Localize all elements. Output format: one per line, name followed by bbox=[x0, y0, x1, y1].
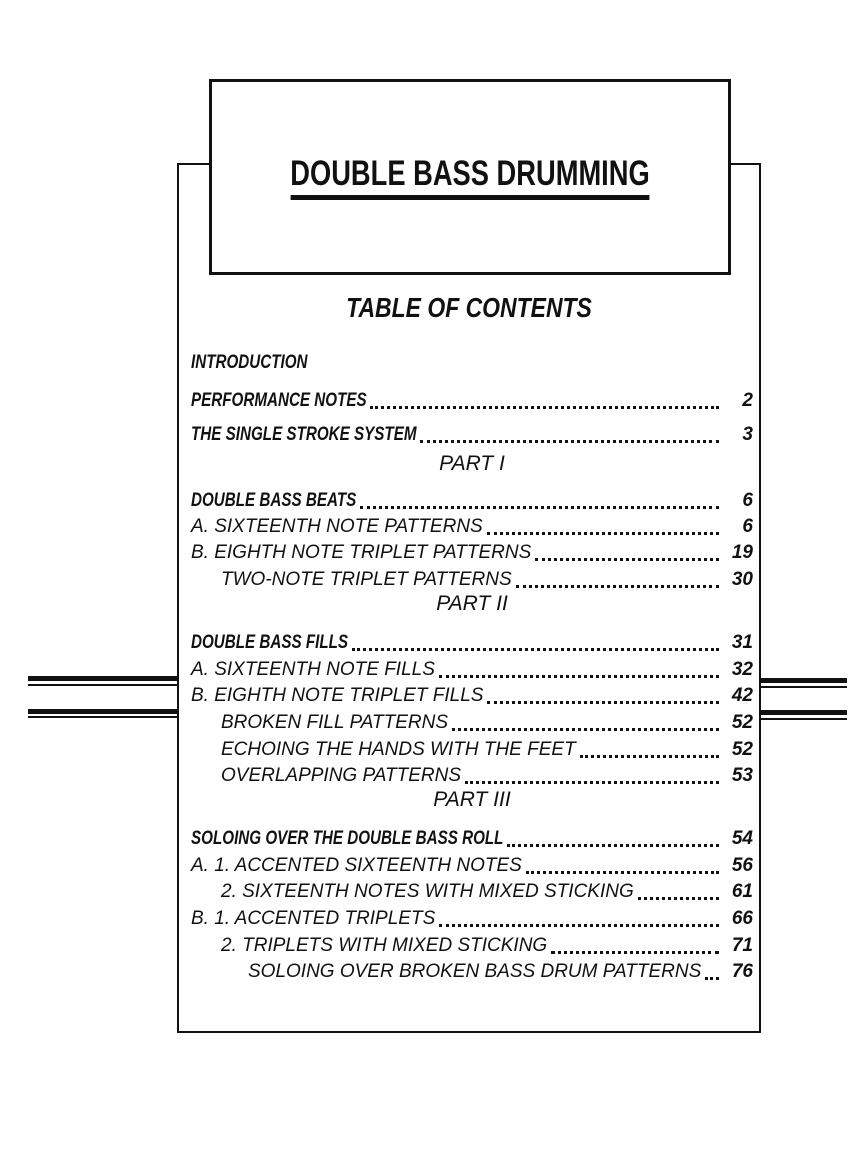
page-number: 56 bbox=[731, 855, 753, 876]
toc-entry[interactable] bbox=[191, 655, 753, 681]
toc-entry-title: 2. TRIPLETS WITH MIXED STICKING bbox=[221, 935, 548, 956]
page-number: 30 bbox=[731, 569, 753, 590]
toc-entry[interactable] bbox=[191, 931, 753, 957]
page-number: 61 bbox=[731, 881, 753, 902]
toc-entry-title: A. SIXTEENTH NOTE FILLS bbox=[191, 659, 435, 680]
dot-leader bbox=[352, 647, 719, 651]
dot-leader bbox=[452, 727, 719, 731]
right-bar-bottom-thick bbox=[761, 710, 847, 715]
toc-entry[interactable] bbox=[191, 565, 753, 591]
toc-entry[interactable] bbox=[191, 851, 753, 877]
toc-entry[interactable] bbox=[191, 681, 753, 707]
toc-heading: TABLE OF CONTENTS bbox=[346, 292, 592, 323]
toc-entry[interactable] bbox=[191, 348, 753, 374]
page-number: 66 bbox=[731, 908, 753, 929]
page-number: 76 bbox=[731, 961, 753, 982]
dot-leader bbox=[551, 950, 719, 954]
page-number: 53 bbox=[731, 765, 753, 786]
book-title: DOUBLE BASS DRUMMING bbox=[269, 154, 671, 200]
title-box bbox=[209, 79, 731, 275]
dot-leader bbox=[507, 843, 719, 847]
toc-entry-title: B. EIGHTH NOTE TRIPLET PATTERNS bbox=[191, 542, 532, 563]
page-number: 71 bbox=[731, 935, 753, 956]
part-heading: PART III bbox=[433, 788, 511, 811]
page-number: 6 bbox=[742, 516, 753, 537]
dot-leader bbox=[370, 405, 719, 409]
part-heading: PART I bbox=[439, 452, 505, 475]
right-bar-bottom-thin bbox=[761, 718, 847, 720]
page-number: 32 bbox=[731, 659, 753, 680]
page-number: 52 bbox=[731, 739, 753, 760]
dot-leader bbox=[516, 584, 719, 588]
toc-entry-title: BROKEN FILL PATTERNS bbox=[221, 712, 448, 733]
toc-entry[interactable] bbox=[191, 824, 753, 850]
dot-leader bbox=[465, 780, 719, 784]
left-bar-bottom-thick bbox=[28, 709, 178, 714]
toc-entry[interactable] bbox=[191, 957, 753, 983]
right-bar-top-thick bbox=[761, 678, 847, 683]
page-number: 52 bbox=[731, 712, 753, 733]
toc-entry-title: TWO-NOTE TRIPLET PATTERNS bbox=[221, 569, 512, 590]
page-number: 3 bbox=[742, 424, 753, 445]
dot-leader bbox=[580, 754, 719, 758]
dot-leader bbox=[439, 674, 719, 678]
toc-entry-title: DOUBLE BASS BEATS bbox=[191, 490, 357, 511]
toc-entry-title: SOLOING OVER BROKEN BASS DRUM PATTERNS bbox=[248, 961, 702, 982]
page-number: 2 bbox=[742, 390, 753, 411]
toc-entry[interactable] bbox=[191, 904, 753, 930]
toc-entry-title: OVERLAPPING PATTERNS bbox=[221, 765, 462, 786]
toc-entry-title: DOUBLE BASS FILLS bbox=[191, 632, 349, 653]
toc-entry-title: B. EIGHTH NOTE TRIPLET FILLS bbox=[191, 685, 484, 706]
dot-leader bbox=[420, 439, 719, 443]
toc-entry[interactable] bbox=[191, 538, 753, 564]
toc-entry-title: PERFORMANCE NOTES bbox=[191, 390, 367, 411]
left-bar-top-thin bbox=[28, 684, 178, 686]
page-number: 42 bbox=[731, 685, 753, 706]
dot-leader bbox=[535, 557, 719, 561]
toc-entry[interactable] bbox=[191, 386, 753, 412]
toc-entry[interactable] bbox=[191, 735, 753, 761]
toc-entry[interactable] bbox=[191, 486, 753, 512]
toc-entry[interactable] bbox=[191, 512, 753, 538]
dot-leader bbox=[526, 870, 719, 874]
toc-entry-title: 2. SIXTEENTH NOTES WITH MIXED STICKING bbox=[221, 881, 634, 902]
page-number: 31 bbox=[731, 632, 753, 653]
toc-entry[interactable] bbox=[191, 420, 753, 446]
right-bar-top-thin bbox=[761, 686, 847, 688]
dot-leader bbox=[439, 923, 719, 927]
page-number: 19 bbox=[731, 542, 753, 563]
toc-entry-title: A. 1. ACCENTED SIXTEENTH NOTES bbox=[191, 855, 522, 876]
toc-entry-title: B. 1. ACCENTED TRIPLETS bbox=[191, 908, 436, 929]
toc-entry-title: ECHOING THE HANDS WITH THE FEET bbox=[221, 739, 576, 760]
left-bar-top-thick bbox=[28, 676, 178, 681]
toc-entry[interactable] bbox=[191, 877, 753, 903]
dot-leader bbox=[705, 976, 719, 980]
toc-entry-title: SOLOING OVER THE DOUBLE BASS ROLL bbox=[191, 828, 504, 849]
dot-leader bbox=[638, 896, 719, 900]
dot-leader bbox=[487, 700, 719, 704]
dot-leader bbox=[487, 531, 719, 535]
part-heading: PART II bbox=[436, 592, 508, 615]
toc-entry-title: INTRODUCTION bbox=[191, 352, 308, 373]
toc-entry[interactable] bbox=[191, 628, 753, 654]
page-number: 54 bbox=[731, 828, 753, 849]
page-number: 6 bbox=[742, 490, 753, 511]
toc-entry[interactable] bbox=[191, 708, 753, 734]
toc-entry[interactable] bbox=[191, 761, 753, 787]
dot-leader bbox=[360, 505, 719, 509]
toc-entry-title: A. SIXTEENTH NOTE PATTERNS bbox=[191, 516, 483, 537]
toc-entry-title: THE SINGLE STROKE SYSTEM bbox=[191, 424, 417, 445]
left-bar-bottom-thin bbox=[28, 716, 178, 718]
